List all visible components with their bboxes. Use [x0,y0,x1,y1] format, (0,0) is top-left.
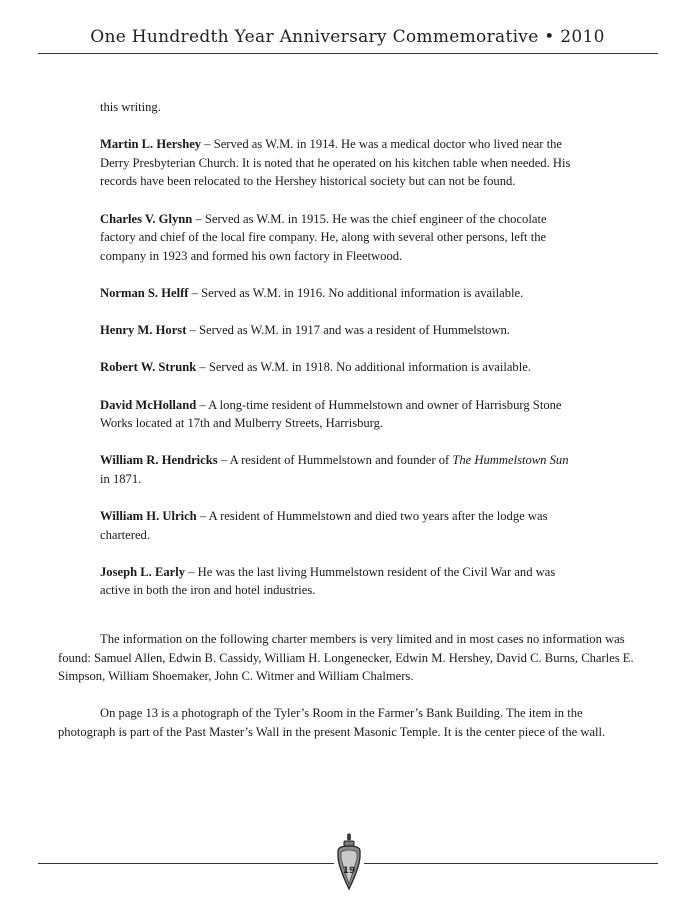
footer-rule-right [364,863,658,864]
member-description: – A resident of Hummelstown and founder of [217,453,453,468]
entry-william-hendricks [100,451,580,488]
header-rule [38,53,658,54]
intro-fragment: this writing. [100,100,161,114]
entry-joseph-early [100,563,580,600]
member-description: – Served as W.M. in 1916. No additional information is available. [188,285,524,300]
member-description: – Served as W.M. in 1915. He was the chief engineer of the chocolate factory and chief of the local fire company. He, along with several other persons, left the company in 1923 and formed his own factory in Fleetwood. [100,211,547,263]
entry-william-ulrich [100,507,580,544]
entry-martin-hershey [100,135,580,191]
entry-robert-strunk [100,358,580,377]
newspaper-title: The Hummelstown Sun [452,453,569,468]
member-description: – A long-time resident of Hummelstown and owner of Harrisburg Stone Works located at 17th and Mulberry Streets, Harrisburg. [100,397,562,431]
entry-charles-glynn [100,210,580,266]
member-name: Henry M. Horst [100,323,187,338]
entry-norman-helff [100,284,580,303]
member-description: – Served as W.M. in 1918. No additional information is available. [196,360,531,375]
member-name: William H. Ulrich [100,509,197,524]
member-name: Joseph L. Early [100,564,186,579]
member-description: – Served as W.M. in 1914. He was a medical doctor who lived near the Derry Presbyterian Church. It is noted that he operated on his kitchen table when needed. His records have been relocated to the Hershey historical society but can not be found. [100,137,571,189]
member-name: David McHolland [100,397,197,412]
member-biographies [100,98,580,600]
member-name: Martin L. Hershey [100,137,202,152]
entry-david-mcholland [100,396,580,433]
page-number: 19 [342,866,356,876]
member-description-end: in 1871. [100,471,142,486]
photograph-paragraph: On page 13 is a photograph of the Tyler’s Room in the Farmer’s Bank Building. The item in the photograph is part of the Past Master’s Wall in the present Masonic Temple. It is the center piece of the wall. [58,706,606,739]
page-header-title: One Hundredth Year Anniversary Commemorative • 2010 [90,27,605,47]
plumb-bob-icon [332,832,366,892]
member-name: Norman S. Helff [100,285,189,300]
member-description: – A resident of Hummelstown and died two years after the lodge was chartered. [100,509,548,542]
charter-members-paragraph: The information on the following charter members is very limited and in most cases no information was found: Samuel Allen, Edwin B. Cassidy, William H. Longenecker, Edwin M. Hershey, David C. Burns, Charles E. Simpson, William Shoemaker, John C. Witmer and William Chalmers. [58,632,634,684]
member-description: – He was the last living Hummelstown resident of the Civil War and was active in both the iron and hotel industries. [100,564,556,598]
member-name: William R. Hendricks [100,453,218,468]
entry-henry-horst [100,321,580,340]
footer-rule-left [38,863,334,864]
member-name: Charles V. Glynn [100,211,193,226]
member-description: – Served as W.M. in 1917 and was a resident of Hummelstown. [186,323,510,338]
member-name: Robert W. Strunk [100,360,197,375]
